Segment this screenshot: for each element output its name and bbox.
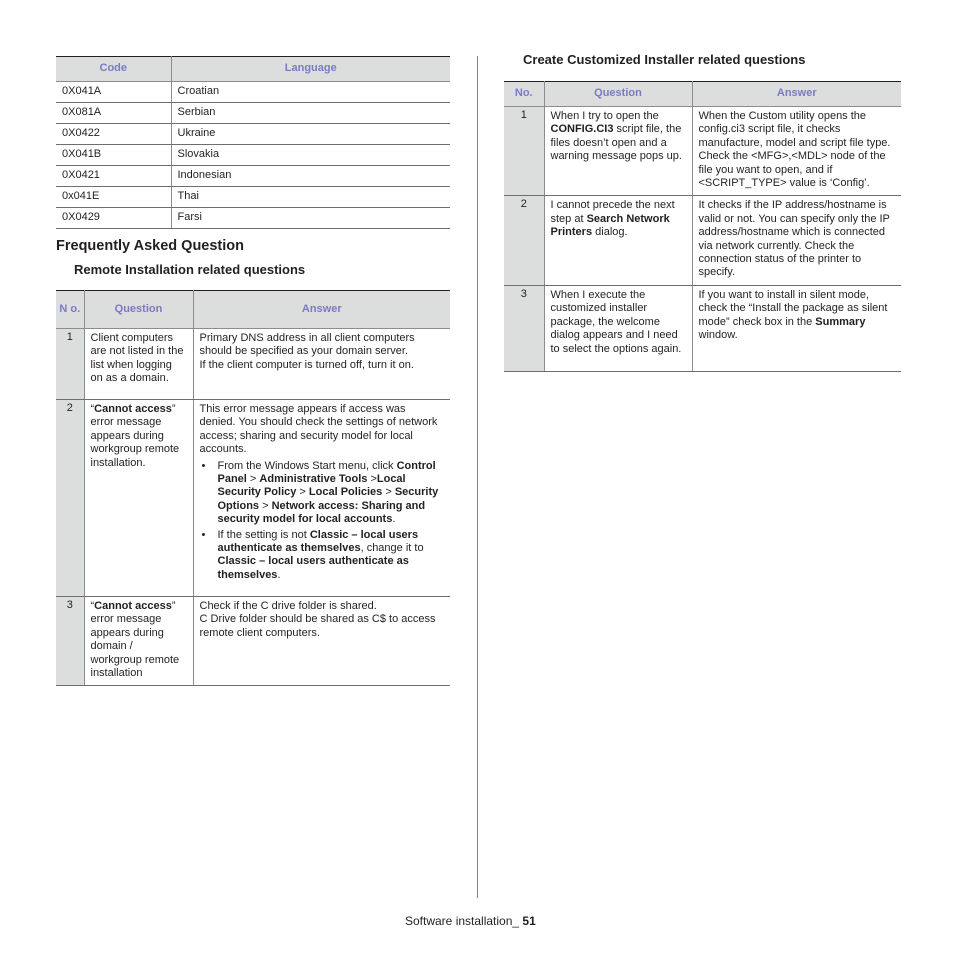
- file-name: CONFIG.CI3: [550, 123, 614, 136]
- menu-path-item: Local Policies: [308, 486, 383, 499]
- answer-column-header: Answer: [193, 291, 450, 329]
- bullet-text: From the Windows Start menu, click: [217, 459, 397, 472]
- setting-name: Classic – local users authenticate as themselves: [217, 528, 419, 555]
- window-name: Summary: [815, 315, 866, 328]
- error-name: Cannot access: [94, 403, 172, 415]
- code-cell: 0X0429: [56, 208, 171, 229]
- column-divider: [477, 56, 478, 898]
- path-separator: >: [367, 473, 377, 486]
- table-row: [504, 196, 901, 285]
- bullet-icon: •: [201, 459, 206, 472]
- code-cell: 0x041E: [56, 187, 171, 208]
- answer-cell: [193, 329, 450, 400]
- question-column-header: Question: [544, 82, 692, 107]
- custom-installer-heading: Create Customized Installer related questions: [523, 52, 806, 67]
- faq-heading: Frequently Asked Question: [56, 238, 244, 254]
- answer-cell: [692, 285, 901, 371]
- language-cell: Slovakia: [171, 145, 450, 166]
- question-column-header: Question: [84, 291, 193, 329]
- menu-path-item: Security Options: [217, 486, 439, 512]
- row-number: 3: [504, 285, 544, 371]
- bullet-text: If the setting is not: [217, 528, 310, 541]
- row-number: 1: [56, 329, 84, 400]
- table-row: [56, 597, 450, 686]
- path-separator: >: [246, 473, 260, 486]
- language-cell: Ukraine: [171, 124, 450, 145]
- answer-column-header: Answer: [692, 82, 901, 107]
- row-number: 2: [56, 400, 84, 597]
- table-row: [56, 329, 450, 400]
- table-row: [56, 103, 450, 124]
- number-column-header: No.: [504, 82, 544, 107]
- table-row: [504, 107, 901, 196]
- question-cell: [544, 196, 692, 285]
- question-text: script file, the files doesn’t open and a warning message pops up.: [550, 123, 682, 163]
- language-cell: Thai: [171, 187, 450, 208]
- table-row: [56, 166, 450, 187]
- number-column-header: N o.: [56, 291, 84, 329]
- question-text: I cannot precede the next step at: [550, 199, 675, 225]
- table-row: [56, 145, 450, 166]
- answer-text: window.: [698, 329, 738, 342]
- bullet-text: .: [392, 513, 396, 526]
- table-row: [504, 285, 901, 371]
- page-footer: [405, 914, 536, 929]
- path-separator: >: [382, 486, 395, 499]
- bullet-text: , change it to: [360, 542, 424, 555]
- question-text: ” error message appears during domain / workgroup remote installation: [90, 600, 180, 680]
- answer-text: If you want to install in silent mode, check the “Install the package as silent mode” check box in the: [698, 288, 888, 328]
- bullet-item: [201, 459, 445, 527]
- answer-cell: [193, 400, 450, 597]
- language-cell: Croatian: [171, 82, 450, 103]
- question-text: dialog.: [592, 226, 628, 239]
- language-column-header: Language: [171, 57, 450, 82]
- path-separator: >: [259, 499, 272, 512]
- code-cell: 0X0422: [56, 124, 171, 145]
- code-column-header: Code: [56, 57, 171, 82]
- table-row: [56, 208, 450, 229]
- answer-cell: When the Custom utility opens the config.ci3 script file, it checks manufacture, model and script file type. Check the <MFG>,<MDL> node of the file you want to open, and if <SCRIPT_TYPE> value is ‘Config’.: [692, 107, 901, 196]
- table-row: [56, 82, 450, 103]
- menu-path-item: Control Panel: [217, 459, 436, 486]
- table-row: [56, 124, 450, 145]
- quote-open: “: [90, 403, 95, 415]
- dialog-name: Search Network Printers: [550, 212, 670, 239]
- answer-paragraph: If the client computer is turned off, turn it on.: [199, 358, 414, 371]
- answer-paragraph: C Drive folder should be shared as C$ to access remote client computers.: [199, 613, 436, 639]
- answer-bullet-list: [200, 460, 445, 583]
- bullet-text: .: [277, 568, 281, 581]
- code-cell: 0X081A: [56, 103, 171, 124]
- language-cell: Farsi: [171, 208, 450, 229]
- custom-installer-table: [504, 81, 901, 372]
- error-name: Cannot access: [94, 600, 172, 612]
- quote-open: “: [90, 600, 95, 612]
- row-number: 2: [504, 196, 544, 285]
- row-number: 3: [56, 597, 84, 686]
- row-number: 1: [504, 107, 544, 196]
- menu-path-item: Administrative Tools: [259, 473, 368, 486]
- answer-cell: It checks if the IP address/hostname is valid or not. You can specify only the IP address/hostname which is connected via network currently. Check the connection status of the printer to specify.: [692, 196, 901, 285]
- question-cell: [544, 107, 692, 196]
- path-separator: >: [296, 486, 309, 499]
- code-cell: 0X041A: [56, 82, 171, 103]
- bullet-icon: •: [201, 528, 206, 541]
- answer-paragraph: Check if the C drive folder is shared.: [199, 600, 377, 612]
- remote-installation-table: [56, 290, 450, 686]
- table-row: [56, 400, 450, 597]
- question-cell: [84, 597, 193, 686]
- language-cell: Indonesian: [171, 166, 450, 187]
- page-number: 51: [522, 914, 536, 928]
- language-code-table: [56, 56, 450, 229]
- table-row: [56, 187, 450, 208]
- answer-paragraph: Primary DNS address in all client computers should be specified as your domain server.: [199, 332, 415, 358]
- setting-name: Classic – local users authenticate as themselves: [217, 555, 409, 581]
- language-cell: Serbian: [171, 103, 450, 124]
- menu-path-item: Local Security Policy: [217, 473, 406, 499]
- question-text: When I try to open the: [550, 110, 659, 122]
- code-cell: 0X0421: [56, 166, 171, 187]
- question-cell: When I execute the customized installer package, the welcome dialog appears and I need to select the options again.: [544, 285, 692, 371]
- answer-cell: [193, 597, 450, 686]
- code-cell: 0X041B: [56, 145, 171, 166]
- answer-paragraph: This error message appears if access was denied. You should check the settings of network access; sharing and security model for local accounts.: [199, 403, 438, 456]
- bullet-item: [201, 528, 445, 583]
- question-cell: [84, 400, 193, 597]
- footer-section-title: Software installation_: [405, 914, 523, 928]
- question-text: ” error message appears during workgroup remote installation.: [90, 403, 180, 469]
- remote-installation-heading: Remote Installation related questions: [74, 262, 306, 277]
- question-cell: Client computers are not listed in the list when logging on as a domain.: [84, 329, 193, 400]
- menu-path-item: Network access: Sharing and security model for local accounts: [217, 499, 426, 526]
